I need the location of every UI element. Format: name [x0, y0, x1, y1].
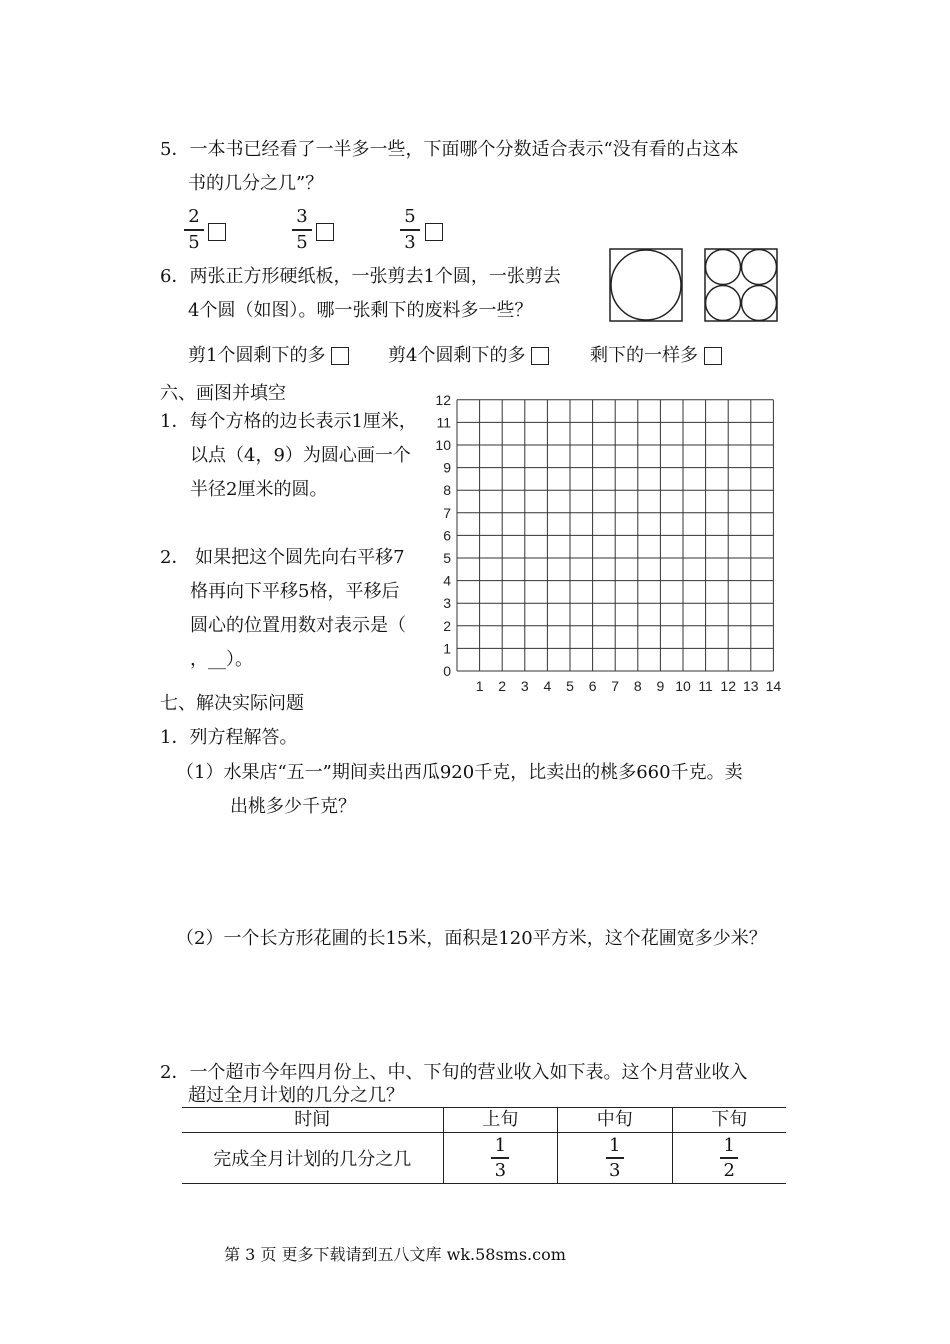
- y-tick-label: 4: [443, 572, 451, 589]
- y-tick-label: 7: [443, 504, 451, 521]
- fraction-denominator: 3: [404, 231, 416, 253]
- y-tick-label: 9: [443, 459, 451, 476]
- fraction-numerator: 3: [296, 206, 308, 227]
- header-time: 时间: [182, 1108, 443, 1133]
- fraction-bar: [491, 1157, 509, 1159]
- cell-mid: [558, 1133, 672, 1184]
- q6-option-c-checkbox[interactable]: [704, 347, 722, 365]
- cell-fraction: [606, 1135, 624, 1181]
- header-early: 上旬: [443, 1108, 557, 1133]
- section7-q2-line2: 超过全月计划的几分之几？: [188, 1085, 404, 1106]
- fraction-bar: [400, 229, 420, 231]
- q6-line1: 6．两张正方形硬纸板，一张剪去1个圆，一张剪去: [160, 266, 561, 287]
- square-four-circles: [705, 249, 777, 321]
- x-tick-label: 2: [498, 678, 507, 694]
- section7-q1-1-line2: 出桃多少千克？: [230, 796, 356, 817]
- header-mid: 中旬: [558, 1108, 672, 1133]
- y-tick-label: 1: [443, 640, 451, 657]
- x-tick-label: 11: [698, 678, 713, 694]
- q6-option-a: [188, 344, 349, 368]
- small-circle: [742, 250, 777, 285]
- section7-title: 七、解决实际问题: [160, 693, 304, 714]
- q5-option-b-fraction: [292, 206, 312, 254]
- y-tick-label: 2: [443, 617, 451, 634]
- income-table: [182, 1107, 786, 1184]
- fraction-numerator: 1: [723, 1135, 735, 1157]
- section6-item1-line2: 以点（4，9）为圆心画一个: [190, 445, 411, 466]
- section7-q1-1-line1: （1）水果店“五一”期间卖出西瓜920千克，比卖出的桃多660千克。卖: [176, 762, 743, 783]
- x-tick-label: 4: [543, 678, 552, 694]
- y-tick-label: 5: [443, 550, 451, 566]
- x-tick-label: 5: [566, 678, 574, 694]
- fraction-bar: [184, 229, 204, 231]
- q6-option-b: [388, 344, 549, 368]
- section7-q2-line1: 2．一个超市今年四月份上、中、下旬的营业收入如下表。这个月营业收入: [160, 1062, 748, 1083]
- small-circle: [706, 286, 741, 321]
- q5-option-a-checkbox[interactable]: [208, 223, 226, 241]
- x-tick-label: 7: [611, 678, 620, 694]
- fraction-denominator: 3: [494, 1159, 507, 1181]
- header-late: 下旬: [672, 1108, 786, 1133]
- x-tick-label: 12: [720, 678, 736, 694]
- section6-title: 六、画图并填空: [160, 383, 286, 404]
- y-tick-label: 11: [436, 414, 451, 431]
- y-tick-label: 10: [435, 437, 451, 453]
- q5-line1: 5．一本书已经看了一半多一些，下面哪个分数适合表示“没有看的占这本: [160, 139, 739, 160]
- section7-q1-title: 1．列方程解答。: [160, 727, 298, 748]
- table-header-row: [182, 1108, 786, 1133]
- y-tick-label: 8: [443, 482, 451, 499]
- q6-line2: 4个圆（如图）。哪一张剩下的废料多一些？: [188, 300, 533, 321]
- fraction-denominator: 5: [188, 231, 200, 253]
- section6-item2-line2: 格再向下平移5格，平移后: [190, 581, 400, 602]
- y-tick-label: 3: [443, 595, 451, 612]
- x-tick-label: 9: [656, 678, 665, 694]
- q6-option-b-label: 剪4个圆剩下的多: [388, 345, 526, 366]
- x-tick-label: 3: [520, 678, 529, 694]
- x-tick-label: 1: [475, 678, 484, 694]
- section7-q1-2: （2）一个长方形花圃的长15米，面积是120平方米，这个花圃宽多少米？: [176, 928, 767, 949]
- y-tick-label: 12: [435, 391, 451, 408]
- fraction-bar: [720, 1157, 738, 1159]
- x-tick-label: 14: [765, 678, 782, 694]
- square-cutouts-figure: [600, 244, 790, 328]
- x-tick-label: 8: [633, 678, 642, 694]
- q5-option-a-fraction: [184, 206, 204, 254]
- section6-item2-line1: 2． 如果把这个圆先向右平移7: [160, 547, 405, 568]
- fraction-numerator: 5: [404, 206, 416, 227]
- cell-fraction: [720, 1135, 738, 1181]
- cell-early: [443, 1133, 557, 1184]
- fraction-bar: [292, 229, 312, 231]
- table-row: [182, 1133, 786, 1184]
- fraction-numerator: 1: [494, 1135, 507, 1157]
- x-tick-label: 6: [588, 678, 597, 694]
- q6-option-c-label: 剩下的一样多: [590, 345, 698, 366]
- small-circle: [706, 250, 741, 285]
- q5-line2: 书的几分之几”？: [188, 173, 324, 194]
- section6-item1-line1: 1．每个方格的边长表示1厘米，: [160, 411, 417, 432]
- fraction-denominator: 2: [723, 1159, 735, 1181]
- small-circle: [742, 286, 777, 321]
- y-tick-label: 0: [443, 663, 451, 679]
- x-tick-label: 10: [675, 678, 691, 694]
- q5-option-c-fraction: [400, 206, 420, 254]
- section6-item1-line3: 半径2厘米的圆。: [190, 479, 328, 500]
- section6-item2-line4: ，__）。: [190, 649, 253, 670]
- x-tick-label: 13: [743, 678, 759, 694]
- fraction-bar: [606, 1157, 624, 1159]
- page-footer: 第 3 页 更多下载请到五八文库 wk.58sms.com: [224, 1245, 566, 1264]
- cell-late: [672, 1133, 786, 1184]
- fraction-numerator: 1: [609, 1135, 621, 1157]
- fraction-denominator: 5: [296, 231, 308, 253]
- y-tick-label: 6: [443, 527, 451, 544]
- fraction-denominator: 3: [609, 1159, 621, 1181]
- fraction-numerator: 2: [188, 206, 200, 227]
- q5-option-b-checkbox[interactable]: [316, 223, 334, 241]
- q5-option-c-checkbox[interactable]: [425, 223, 443, 241]
- q6-option-b-checkbox[interactable]: [531, 347, 549, 365]
- q6-option-a-checkbox[interactable]: [331, 347, 349, 365]
- large-circle: [611, 250, 681, 320]
- cell-fraction: [491, 1135, 509, 1181]
- q6-option-a-label: 剪1个圆剩下的多: [188, 345, 326, 366]
- coordinate-grid: [425, 386, 795, 698]
- section6-item2-line3: 圆心的位置用数对表示是（: [190, 615, 406, 636]
- row-label: 完成全月计划的几分之几: [182, 1133, 443, 1184]
- q6-option-c: [590, 344, 722, 368]
